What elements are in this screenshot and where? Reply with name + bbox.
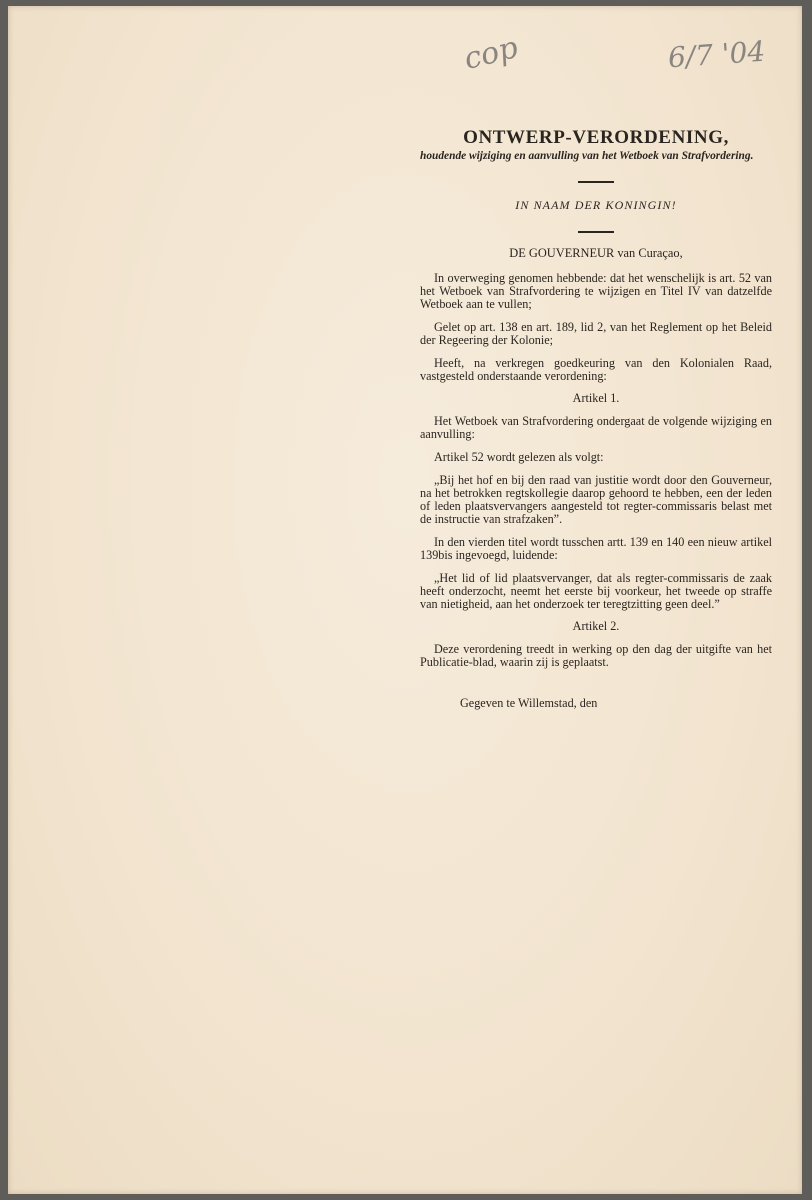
article-1-paragraph: „Het lid of lid plaatsvervanger, dat als regter-commissaris de zaak heeft onderzocht, neemt het eerste bij voorkeur, het tweede op straffe van nietigheid, aan het onderzoek ter teregtzitting geen deel.”	[420, 571, 772, 611]
closing-line: Gegeven te Willemstad, den	[460, 696, 598, 710]
document-subtitle: houdende wijziging en aanvulling van het Wetboek van Strafvordering.	[420, 150, 754, 162]
document-page	[8, 6, 802, 1194]
article-2-heading: Artikel 2.	[572, 619, 620, 633]
governor-heading: DE GOUVERNEUR van Curaçao,	[509, 246, 683, 260]
preamble-paragraph: In overweging genomen hebbende: dat het wenschelijk is art. 52 van het Wetboek van Strafvordering te wijzigen en Titel IV van datzelfde Wetboek aan te vullen;	[420, 271, 772, 311]
article-1-paragraph: Artikel 52 wordt gelezen als volgt:	[434, 450, 604, 464]
article-1-paragraph: In den vierden titel wordt tusschen artt. 139 en 140 een nieuw artikel 139bis ingevoegd, luidende:	[420, 535, 772, 562]
article-2-paragraph: Deze verordening treedt in werking op den dag der uitgifte van het Publicatie-blad, waarin zij is geplaatst.	[420, 642, 772, 669]
article-1-heading: Artikel 1.	[572, 391, 620, 405]
document-body	[420, 126, 772, 710]
invocation: IN NAAM DER KONINGIN!	[515, 198, 677, 212]
handwritten-note-left: cop	[460, 29, 522, 78]
document-title: ONTWERP-VERORDENING,	[463, 127, 729, 148]
preamble-paragraph: Gelet op art. 138 en art. 189, lid 2, van het Reglement op het Beleid der Regeering der Kolonie;	[420, 320, 772, 347]
article-1-paragraph: Het Wetboek van Strafvordering ondergaat de volgende wijziging en aanvulling:	[420, 414, 772, 441]
article-1-paragraph: „Bij het hof en bij den raad van justitie wordt door den Gouverneur, na het betrokken regtskollegie daarop gehoord te hebben, een der leden of leden plaatsvervangers aangesteld tot regter-commissaris belast met de instructie van strafzaken”.	[420, 473, 772, 526]
divider-rule	[578, 231, 614, 233]
handwritten-date: 6/7 '04	[666, 34, 767, 75]
divider-rule	[578, 181, 614, 183]
preamble-paragraph: Heeft, na verkregen goedkeuring van den Kolonialen Raad, vastgesteld onderstaande verordening:	[420, 356, 772, 383]
